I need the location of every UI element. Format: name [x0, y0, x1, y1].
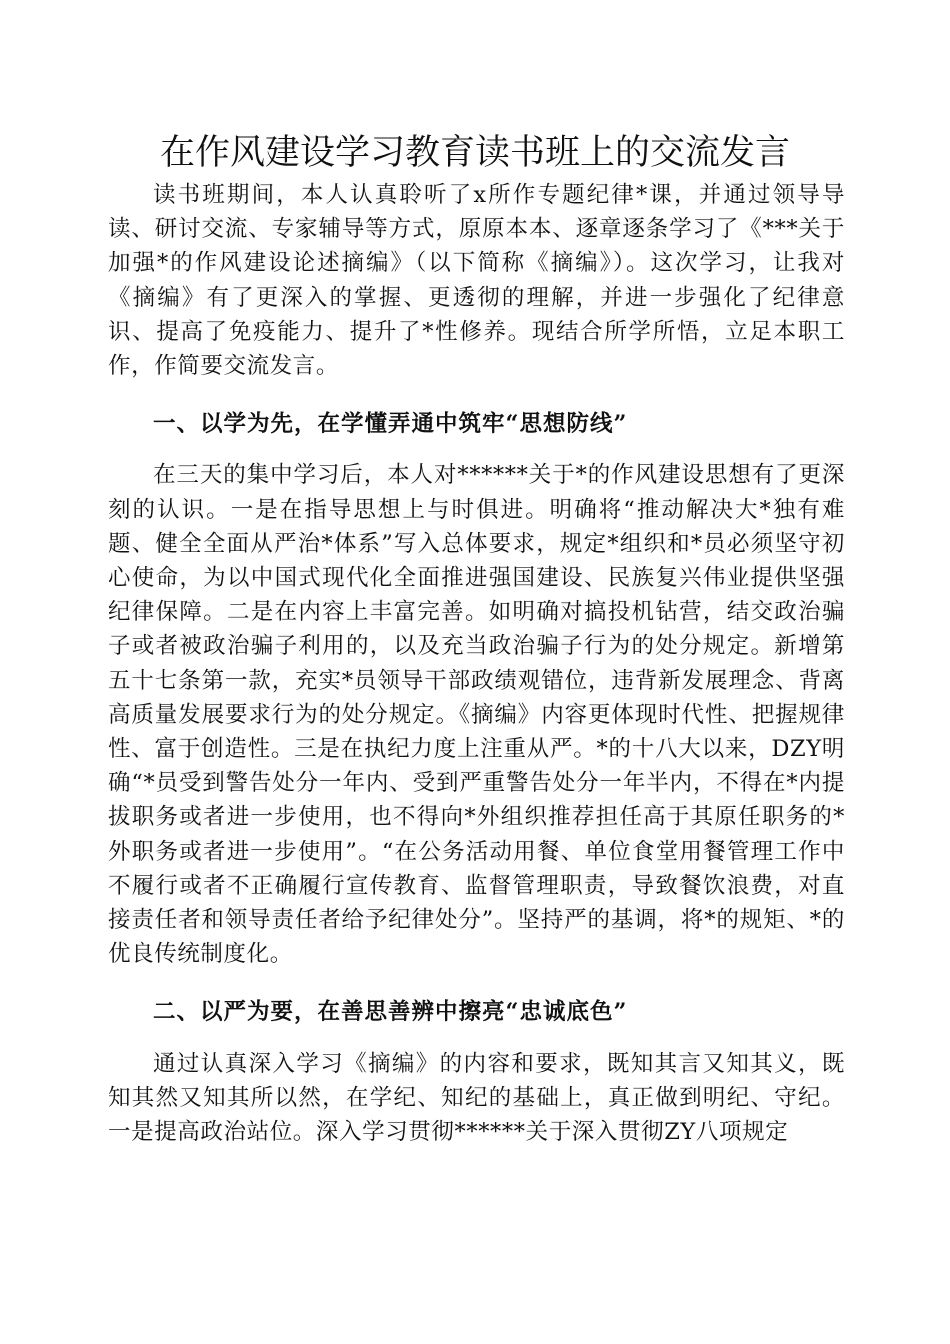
document-title: 在作风建设学习教育读书班上的交流发言: [159, 133, 790, 173]
section-heading-2: 二、以严为要，在善思善辨中擦亮“忠诚底色”: [153, 999, 628, 1026]
paragraph-section-1: 在三天的集中学习后，本人对******关于*的作风建设思想有了更深刻的认识。一是在指导思想上与时俱进。明确将“推动解决大*独有难题、健全全面从严治*体系”写入总体要求，规定*组织和*员必须坚守初心使命，为以中国式现代化全面推进强国建设、民族复兴伟业提供坚强纪律保障。二是在内容上丰富完善。如明确对搞投机钻营，结交政治骗子或者被政治骗子利用的，以及充当政治骗子行为的处分规定。新增第五十七条第一款，充实*员领导干部政绩观错位，违背新发展理念、背离高质量发展要求行为的处分规定。《摘编》内容更体现时代性、把握规律性、富于创造性。三是在执纪力度上注重从严。*的十八大以来，DZY明确“*员受到警告处分一年内、受到严重警告处分一年半内，不得在*内提拔职务或者进一步使用，也不得向*外组织推荐担任高于其原任职务的*外职务或者进一步使用”。“在公务活动用餐、单位食堂用餐管理工作中不履行或者不正确履行宣传教育、监督管理职责，导致餐饮浪费，对直接责任者和领导责任者给予纪律处分”。坚持严的基调，将*的规矩、*的优良传统制度化。: [108, 462, 845, 968]
paragraph-section-2: 通过认真深入学习《摘编》的内容和要求，既知其言又知其义，既知其然又知其所以然，在学纪、知纪的基础上，真正做到明纪、守纪。一是提高政治站位。深入学习贯彻******关于深入贯彻ZY八项规定: [108, 1050, 845, 1146]
document-body: [108, 178, 845, 1149]
section-heading-1: 一、以学为先，在学懂弄通中筑牢“思想防线”: [153, 411, 628, 438]
paragraph-intro: 读书班期间，本人认真聆听了x所作专题纪律*课，并通过领导导读、研讨交流、专家辅导等方式，原原本本、逐章逐条学习了《***关于加强*的作风建设论述摘编》（以下简称《摘编》）。这次学习，让我对《摘编》有了更深入的掌握、更透彻的理解，并进一步强化了纪律意识、提高了免疫能力、提升了*性修养。现结合所学所悟，立足本职工作，作简要交流发言。: [108, 182, 845, 380]
